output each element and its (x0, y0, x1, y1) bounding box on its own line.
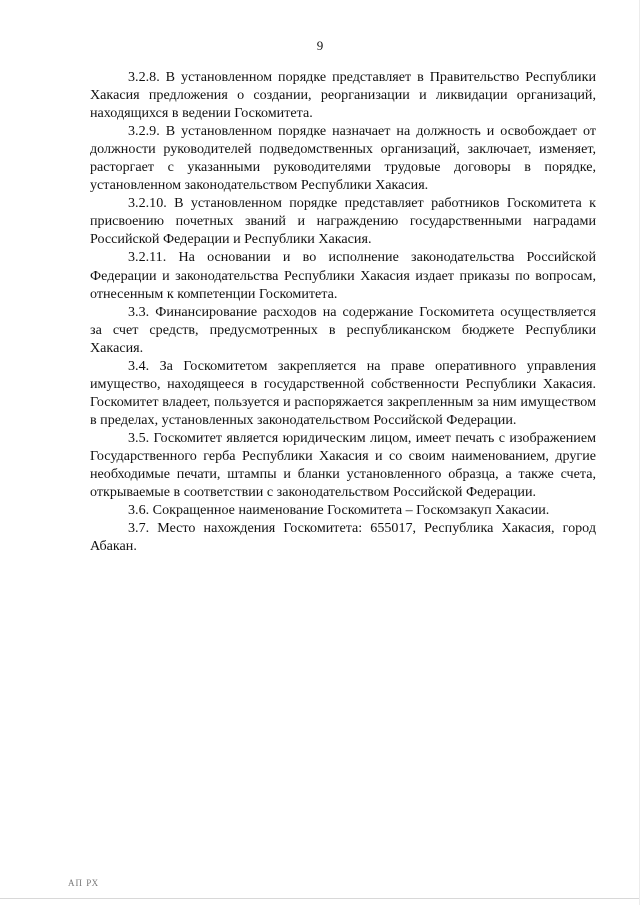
paragraph-3-2-9: 3.2.9. В установленном порядке назначает на должность и освобождает от должности руководителей подведомственных организаций, заключает, изменяет, расторгает с указанными руководителями трудовые договоры в порядке, установленном законодательством Республики Хакасия. (90, 123, 596, 194)
page-number: 9 (316, 38, 324, 53)
document-body (90, 68, 596, 555)
paragraph-3-2-11: 3.2.11. На основании и во исполнение законодательства Российской Федерации и законодательства Республики Хакасия издает приказы по вопросам, отнесенным к компетенции Госкомитета. (90, 249, 596, 302)
paragraph-3-6: 3.6. Сокращенное наименование Госкомитета – Госкомзакуп Хакасии. (128, 502, 550, 519)
paragraph-3-5: 3.5. Госкомитет является юридическим лицом, имеет печать с изображением Государственного герба Республики Хакасия и со своим наименованием, другие необходимые печати, штампы и бланки установленного образца, а также счета, открываемые в соответствии с законодательством Российской Федерации. (90, 429, 596, 501)
paragraph-3-7: 3.7. Место нахождения Госкомитета: 655017, Республика Хакасия, город Абакан. (90, 520, 596, 555)
paragraph-3-3: 3.3. Финансирование расходов на содержание Госкомитета осуществляется за счет средств, предусмотренных в республиканском бюджете Республики Хакасия. (90, 303, 596, 356)
paragraph-3-2-8: 3.2.8. В установленном порядке представляет в Правительство Республики Хакасия предложения о создании, реорганизации и ликвидации организаций, находящихся в ведении Госкомитета. (90, 69, 596, 122)
bottom-scan-edge (0, 898, 640, 899)
paragraph-3-2-10: 3.2.10. В установленном порядке представляет работников Госкомитета к присвоению почетных званий и награждению государственными наградами Российской Федерации и Республики Хакасия. (90, 195, 596, 248)
paragraph-3-4: 3.4. За Госкомитетом закрепляется на праве оперативного управления имущество, находящееся в государственной собственности Республики Хакасия. Госкомитет владеет, пользуется и распоряжается закрепленным за ним имуществом в пределах, установленных законодательством Российской Федерации. (90, 357, 596, 428)
footer-stamp-mark: АП РХ (68, 878, 100, 888)
